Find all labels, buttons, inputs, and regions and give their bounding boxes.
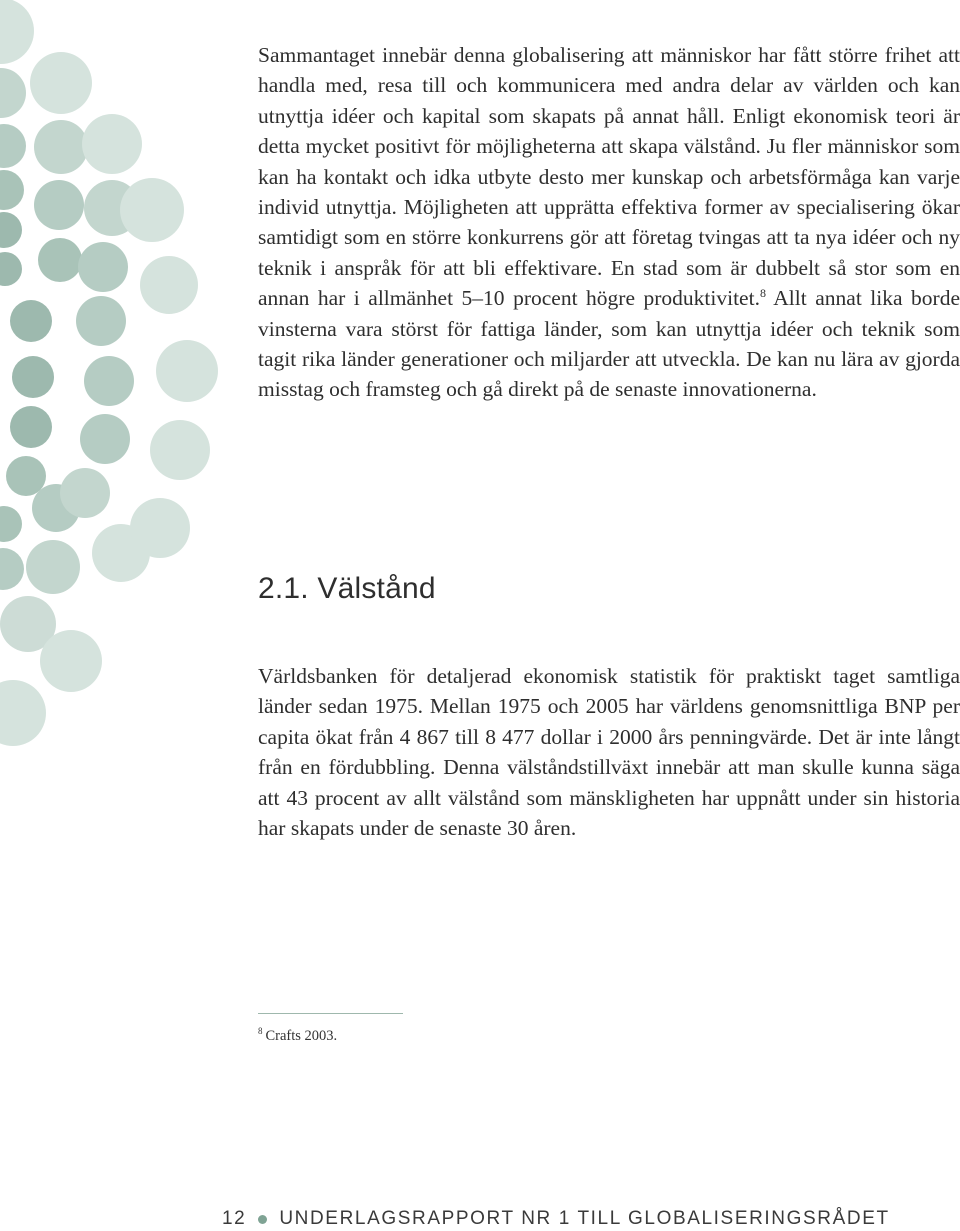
decor-dot — [40, 630, 102, 692]
section-body — [258, 661, 960, 843]
decor-dot — [26, 540, 80, 594]
decor-dot — [12, 356, 54, 398]
section-heading: 2.1. Välstånd — [258, 572, 436, 605]
decor-dot — [60, 468, 110, 518]
decor-dot — [10, 300, 52, 342]
decorative-dot-pattern — [0, 0, 230, 760]
decor-dot — [150, 420, 210, 480]
decor-dot — [30, 52, 92, 114]
decor-dot — [0, 0, 34, 64]
page-number: 12 — [222, 1208, 247, 1229]
decor-dot — [130, 498, 190, 558]
decor-dot — [34, 120, 88, 174]
decor-dot — [0, 124, 26, 168]
decor-dot — [76, 296, 126, 346]
footnote-text: Crafts 2003. — [265, 1027, 338, 1044]
decor-dot — [10, 406, 52, 448]
decor-dot — [84, 356, 134, 406]
decor-dot — [0, 252, 22, 286]
body-paragraph-2: Världsbanken för detaljerad ekonomisk statistik för praktiskt taget samtliga länder sedan 1975. Mellan 1975 och 2005 har världens genomsnittliga BNP per capita ökat från 4 867 till 8 477 dollar i 2000 års penningvärde. Det är inte långt från en fördubbling. Denna välståndstillväxt innebär att man skulle kunna säga att 43 procent av allt välstånd som mänskligheten har uppnått under sin historia har skapats under de senaste 30 åren. — [258, 664, 960, 841]
decor-dot — [0, 170, 24, 210]
decor-dot — [0, 548, 24, 590]
decor-dot — [78, 242, 128, 292]
decor-dot — [0, 506, 22, 542]
decor-dot — [0, 680, 46, 746]
decor-dot — [156, 340, 218, 402]
decor-dot — [120, 178, 184, 242]
decor-dot — [0, 68, 26, 118]
footnote-divider — [258, 1013, 403, 1014]
footnote-number: 8 — [258, 1026, 263, 1036]
decor-dot — [80, 414, 130, 464]
body-paragraph-1-text-a: Sammantaget innebär denna globalisering att människor har fått större frihet att handla med, resa till och kommunicera med andra delar av världen och kan utnyttja idéer och kapital som skapats på annat håll. Enligt ekonomisk teori är detta mycket positivt för möjligheterna att skapa välstånd. Ju fler människor som kan ha kontakt och idka utbyte desto mer kunskap och arbetsförmåga kan varje individ utnyttja. Möjligheten att upprätta effektiva former av specialisering ökar samtidigt som en större konkurrens gör att företag tvingas att ta nya idéer och ny teknik i anspråk för att bli effektivare. En stad som är dubbelt så stor som en annan har i allmänhet 5–10 procent högre produktivitet. — [258, 43, 960, 311]
footnote — [258, 1026, 337, 1045]
footer-bullet-icon — [258, 1215, 267, 1224]
page-footer — [222, 1208, 890, 1230]
decor-dot — [0, 212, 22, 248]
body-paragraph-1-text-b: Allt annat lika borde vinsterna vara störst för fattiga länder, som kan utnyttja idéer och teknik som tagit rika länder generationer och miljarder att utveckla. De kan nu lära av gjorda misstag och framsteg och gå direkt på de senaste innovationerna. — [258, 286, 960, 402]
decor-dot — [34, 180, 84, 230]
decor-dot — [82, 114, 142, 174]
decor-dot — [38, 238, 82, 282]
body-paragraph-1 — [258, 40, 960, 405]
report-title: UNDERLAGSRAPPORT NR 1 TILL GLOBALISERINGSRÅDET — [279, 1208, 890, 1229]
main-body — [258, 40, 960, 405]
decor-dot — [140, 256, 198, 314]
footnote-reference[interactable]: 8 — [759, 286, 766, 301]
